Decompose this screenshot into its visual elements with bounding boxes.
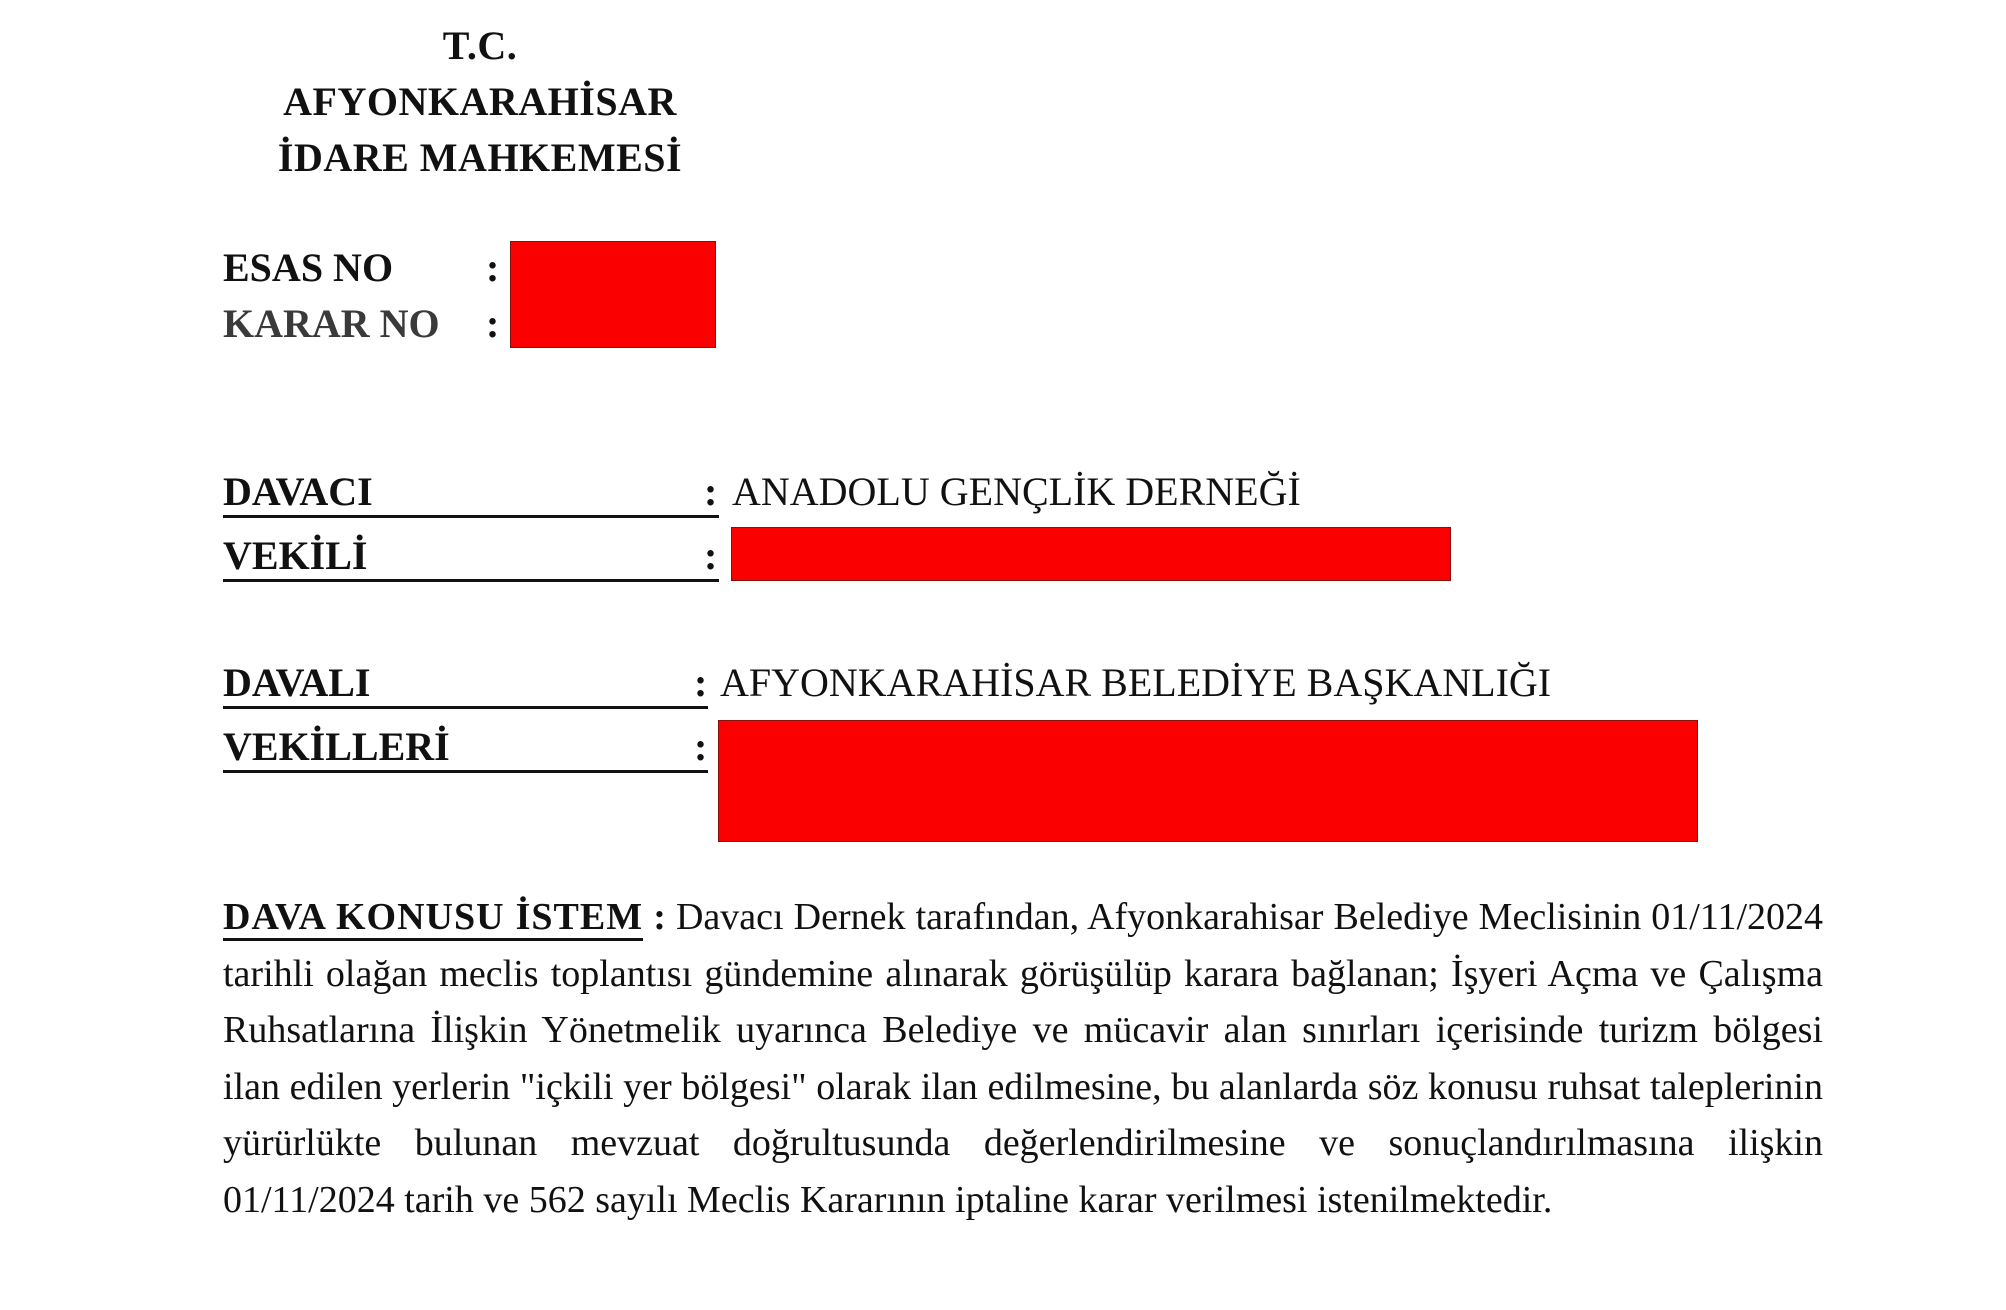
subject-text: Davacı Dernek tarafından, Afyonkarahisar Belediye Meclisinin 01/11/2024 tarihli olağan meclis toplantısı gündemine alınarak görüşülüp karara bağlanan; İşyeri Açma ve Çalışma Ruhsatlarına İlişkin Yönetmelik uyarınca Belediye ve mücavir alan sınırları içerisinde turizm bölgesi ilan edilen yerlerin "içkili yer bölgesi" olarak ilan edilmesine, bu alanlarda söz konusu ruhsat taleplerinin yürürlükte bulunan mevzuat doğrultusunda değerlendirilmesine ve sonuçlandırılmasına ilişkin 01/11/2024 tarih ve 562 sayılı Meclis Kararının iptaline karar verilmesi istenilmektedir.: [223, 896, 1824, 1221]
court-header: [260, 18, 700, 186]
subject-paragraph: [223, 889, 1823, 1228]
header-tc: T.C.: [442, 23, 518, 68]
esas-no-label: ESAS NO: [223, 245, 394, 290]
header-city: AFYONKARAHİSAR: [283, 79, 677, 124]
defendant-label: DAVALI: [223, 655, 708, 709]
defendant-colon: :: [694, 660, 708, 705]
defendant-lawyers-colon: :: [694, 724, 708, 769]
esas-no-colon: :: [486, 245, 500, 290]
plaintiff-name: ANADOLU GENÇLİK DERNEĞİ: [732, 469, 1301, 514]
plaintiff-lawyer-colon: :: [704, 533, 718, 578]
header-court-name: İDARE MAHKEMESİ: [277, 135, 683, 180]
karar-no-label: KARAR NO: [223, 301, 440, 346]
plaintiff-lawyer-redaction: [731, 527, 1451, 581]
subject-label: DAVA KONUSU İSTEM: [223, 896, 643, 941]
defendant-lawyers-label: VEKİLLERİ: [223, 719, 708, 773]
plaintiff-colon: :: [704, 469, 718, 514]
defendant-name: AFYONKARAHİSAR BELEDİYE BAŞKANLIĞI: [720, 660, 1552, 705]
karar-no-colon: :: [486, 301, 500, 346]
case-number-redaction: [510, 241, 716, 348]
defendant-lawyers-redaction: [718, 720, 1698, 842]
subject-colon: :: [653, 896, 666, 938]
plaintiff-label: DAVACI: [223, 464, 719, 518]
plaintiff-lawyer-label: VEKİLİ: [223, 528, 719, 582]
